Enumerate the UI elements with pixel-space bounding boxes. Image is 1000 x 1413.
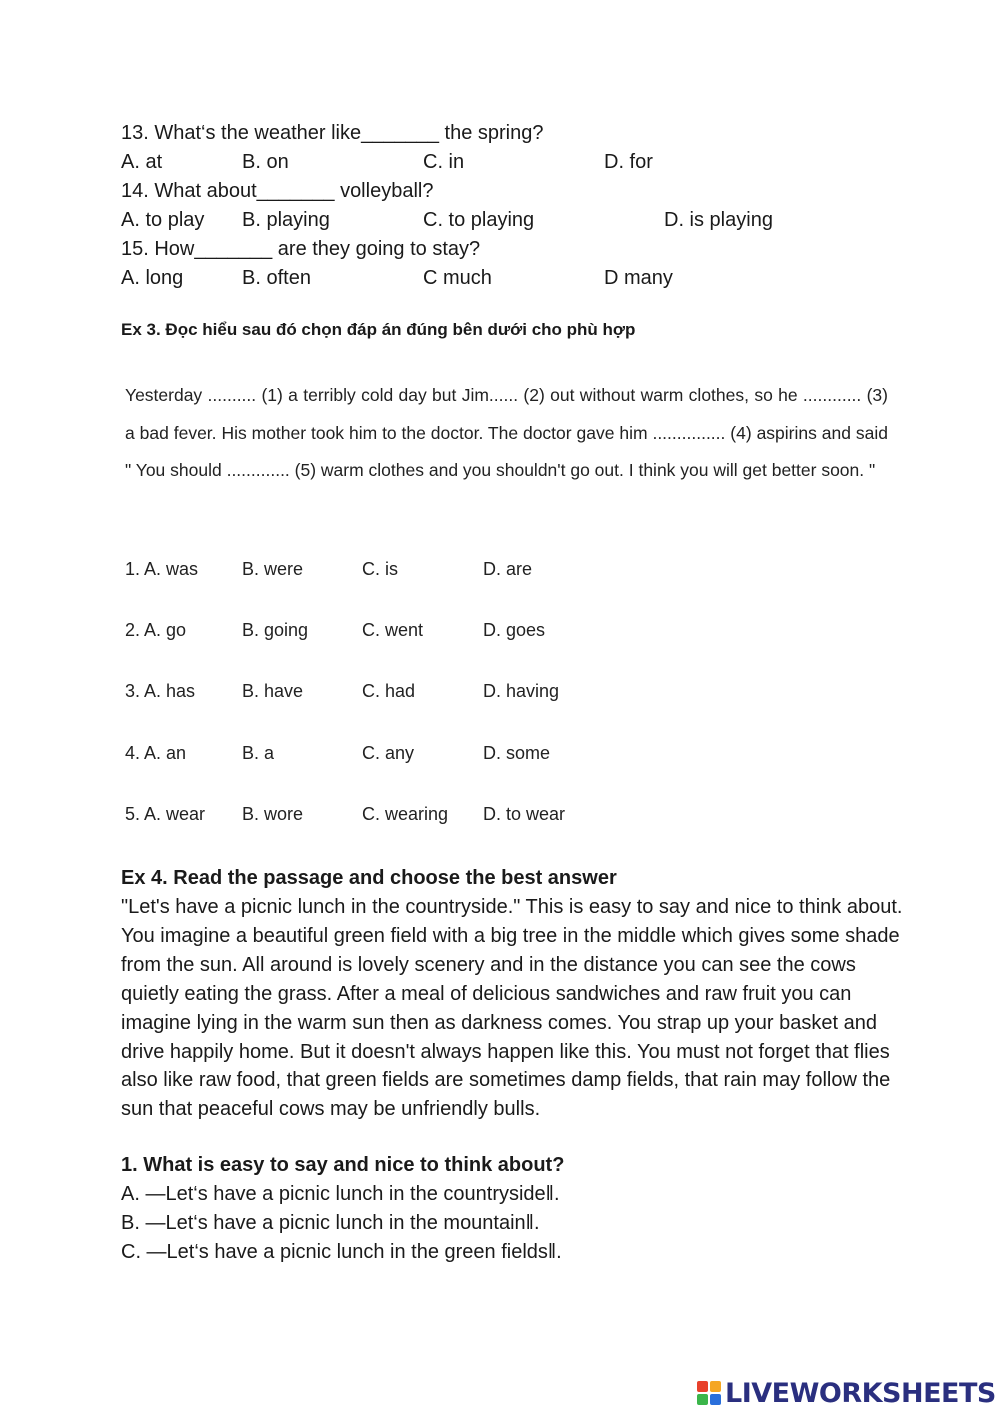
ex4-title: Ex 4. Read the passage and choose the best answer	[121, 867, 617, 889]
question-13-option-d[interactable]: D. for	[604, 151, 653, 173]
ex4-passage: "Let's have a picnic lunch in the countryside." This is easy to say and nice to think about. You imagine a beautiful green field with a big tree in the middle which gives some shade from the sun. All around is lovely scenery and in the distance you can see the cows quietly eating the grass. After a meal of delicious sandwiches and raw fruit you can imagine lying in the warm sun then as darkness comes. You strap up your basket and drive happily home. But it doesn't always happen like this. You must not forget that flies also like raw food, that green fields are sometimes damp fields, that rain may follow the sun that peaceful cows may be unfriendly bulls.	[121, 896, 903, 1121]
ex3-item-3-option-b[interactable]: B. have	[242, 681, 304, 701]
ex3-item-2-option-b[interactable]: B. going	[242, 620, 309, 640]
question-15-option-d[interactable]: D many	[604, 267, 673, 289]
question-14-stem: 14. What about_______ volleyball?	[121, 180, 434, 202]
ex3-item-3-option-a[interactable]: 3. A. has	[125, 681, 196, 701]
question-14-option-b[interactable]: B. playing	[242, 209, 330, 231]
ex3-item-4-option-d[interactable]: D. some	[483, 743, 551, 763]
ex3-item-3-option-c[interactable]: C. had	[362, 681, 416, 701]
ex3-item-5-option-b[interactable]: B. wore	[242, 804, 304, 824]
ex3-item-5-option-a[interactable]: 5. A. wear	[125, 804, 206, 824]
question-14-option-d[interactable]: D. is playing	[664, 209, 773, 231]
ex3-item-3-option-d[interactable]: D. having	[483, 681, 560, 701]
liveworksheets-logo-icon	[697, 1381, 721, 1405]
ex3-title: Ex 3. Đọc hiểu sau đó chọn đáp án đúng bên dưới cho phù hợp	[121, 320, 636, 339]
question-15-option-c[interactable]: C much	[423, 267, 492, 289]
ex3-item-5-option-d[interactable]: D. to wear	[483, 804, 566, 824]
ex3-item-1-option-c[interactable]: C. is	[362, 559, 398, 579]
question-13-option-a[interactable]: A. at	[121, 151, 163, 173]
logo-square-icon	[697, 1394, 708, 1405]
question-13-stem: 13. What‘s the weather like_______ the spring?	[121, 122, 544, 144]
ex3-item-1-option-a[interactable]: 1. A. was	[125, 559, 199, 579]
ex4-question-1-option-c[interactable]: C. ―Let‘s have a picnic lunch in the green fields‖.	[121, 1241, 562, 1263]
question-13-option-b[interactable]: B. on	[242, 151, 289, 173]
ex3-item-4-option-b[interactable]: B. a	[242, 743, 275, 763]
question-15-option-b[interactable]: B. often	[242, 267, 311, 289]
liveworksheets-logo	[697, 1376, 996, 1410]
logo-square-icon	[710, 1394, 721, 1405]
ex3-item-4-option-a[interactable]: 4. A. an	[125, 743, 187, 763]
ex3-item-5-option-c[interactable]: C. wearing	[362, 804, 449, 824]
question-15-stem: 15. How_______ are they going to stay?	[121, 238, 481, 260]
ex4-question-1: 1. What is easy to say and nice to think about?	[121, 1154, 565, 1176]
ex4-question-1-option-a[interactable]: A. ―Let‘s have a picnic lunch in the countryside‖.	[121, 1183, 560, 1205]
ex3-item-1-option-d[interactable]: D. are	[483, 559, 533, 579]
logo-square-icon	[697, 1381, 708, 1392]
question-13-option-c[interactable]: C. in	[423, 151, 465, 173]
ex3-item-2-option-c[interactable]: C. went	[362, 620, 424, 640]
question-14-option-c[interactable]: C. to playing	[423, 209, 535, 231]
ex3-passage: Yesterday .......... (1) a terribly cold day but Jim...... (2) out without warm clothes, so he ............ (3) a bad fever. His mother took him to the doctor. The doctor gave him ............... (4) aspirins and said " You should ............. (5) warm clothes and you shouldn't go out. I think you will get better soon. "	[125, 385, 888, 481]
ex3-item-1-option-b[interactable]: B. were	[242, 559, 304, 579]
ex3-item-4-option-c[interactable]: C. any	[362, 743, 415, 763]
question-15-option-a[interactable]: A. long	[121, 267, 184, 289]
logo-text: LIVEWORKSHEETS	[725, 1377, 996, 1409]
question-14-option-a[interactable]: A. to play	[121, 209, 205, 231]
ex4-question-1-option-b[interactable]: B. ―Let‘s have a picnic lunch in the mountain‖.	[121, 1212, 540, 1234]
ex3-item-2-option-a[interactable]: 2. A. go	[125, 620, 187, 640]
logo-square-icon	[710, 1381, 721, 1392]
ex3-item-2-option-d[interactable]: D. goes	[483, 620, 546, 640]
